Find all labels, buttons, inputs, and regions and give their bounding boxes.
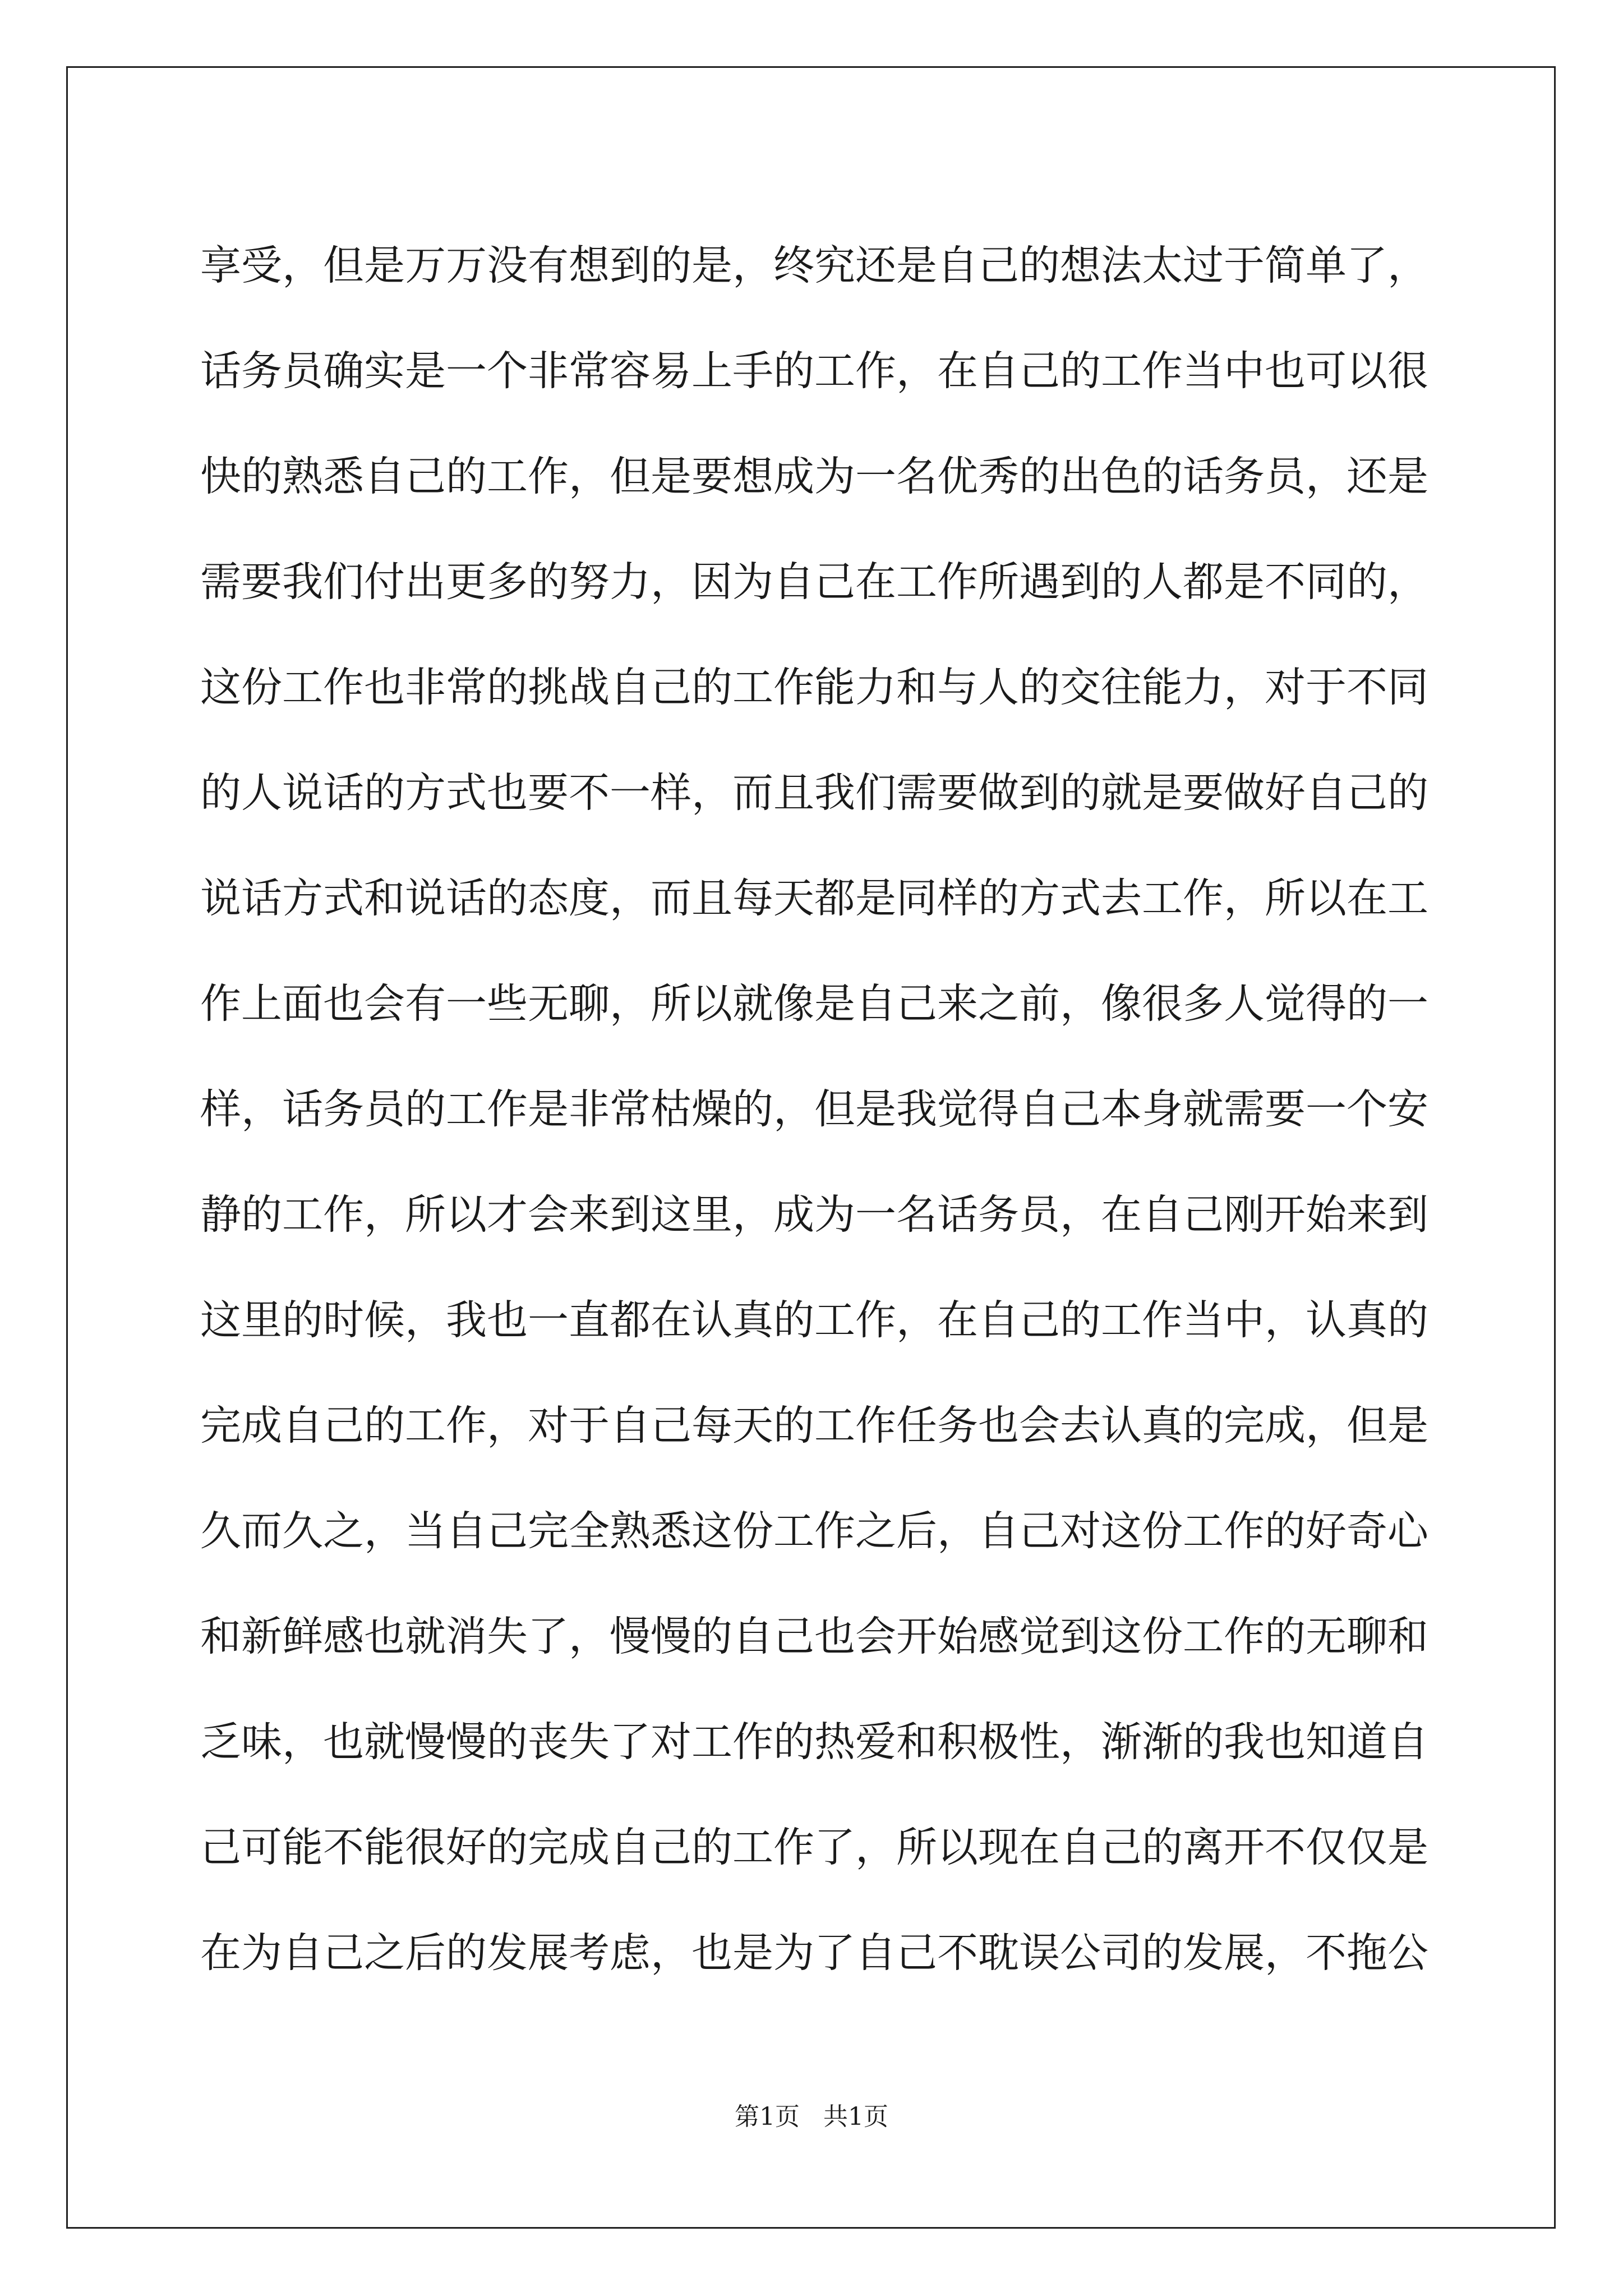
text-line-2: 话务员确实是一个非常容易上手的工作，在自己的工作当中也可以很 bbox=[200, 347, 1428, 395]
text-line-6: 的人说话的方式也要不一样，而且我们需要做到的就是要做好自己的 bbox=[200, 769, 1428, 817]
text-line-13: 久而久之，当自己完全熟悉这份工作之后，自己对这份工作的好奇心 bbox=[200, 1507, 1428, 1555]
text-line-12: 完成自己的工作，对于自己每天的工作任务也会去认真的完成，但是 bbox=[200, 1402, 1428, 1450]
text-line-8: 作上面也会有一些无聊，所以就像是自己来之前，像很多人觉得的一 bbox=[200, 980, 1428, 1028]
text-line-3: 快的熟悉自己的工作，但是要想成为一名优秀的出色的话务员，还是 bbox=[200, 453, 1428, 500]
text-line-15: 乏味，也就慢慢的丧失了对工作的热爱和积极性，渐渐的我也知道自 bbox=[200, 1718, 1428, 1766]
text-line-17: 在为自己之后的发展考虑，也是为了自己不耽误公司的发展，不拖公 bbox=[200, 1929, 1428, 1977]
text-line-1: 享受，但是万万没有想到的是，终究还是自己的想法太过于简单了， bbox=[200, 242, 1428, 289]
text-line-7: 说话方式和说话的态度，而且每天都是同样的方式去工作，所以在工 bbox=[200, 875, 1428, 922]
text-line-14: 和新鲜感也就消失了，慢慢的自己也会开始感觉到这份工作的无聊和 bbox=[200, 1613, 1428, 1660]
text-line-5: 这份工作也非常的挑战自己的工作能力和与人的交往能力，对于不同 bbox=[200, 664, 1428, 711]
text-line-10: 静的工作，所以才会来到这里，成为一名话务员，在自己刚开始来到 bbox=[200, 1191, 1428, 1239]
text-line-4: 需要我们付出更多的努力，因为自己在工作所遇到的人都是不同的， bbox=[200, 558, 1428, 606]
body-text bbox=[200, 213, 1428, 2006]
text-line-9: 样，话务员的工作是非常枯燥的，但是我觉得自己本身就需要一个安 bbox=[200, 1085, 1428, 1133]
page-number-footer: 第1页 共1页 bbox=[735, 2102, 888, 2131]
text-line-11: 这里的时候，我也一直都在认真的工作，在自己的工作当中，认真的 bbox=[200, 1296, 1428, 1344]
text-line-16: 己可能不能很好的完成自己的工作了，所以现在自己的离开不仅仅是 bbox=[200, 1824, 1428, 1871]
